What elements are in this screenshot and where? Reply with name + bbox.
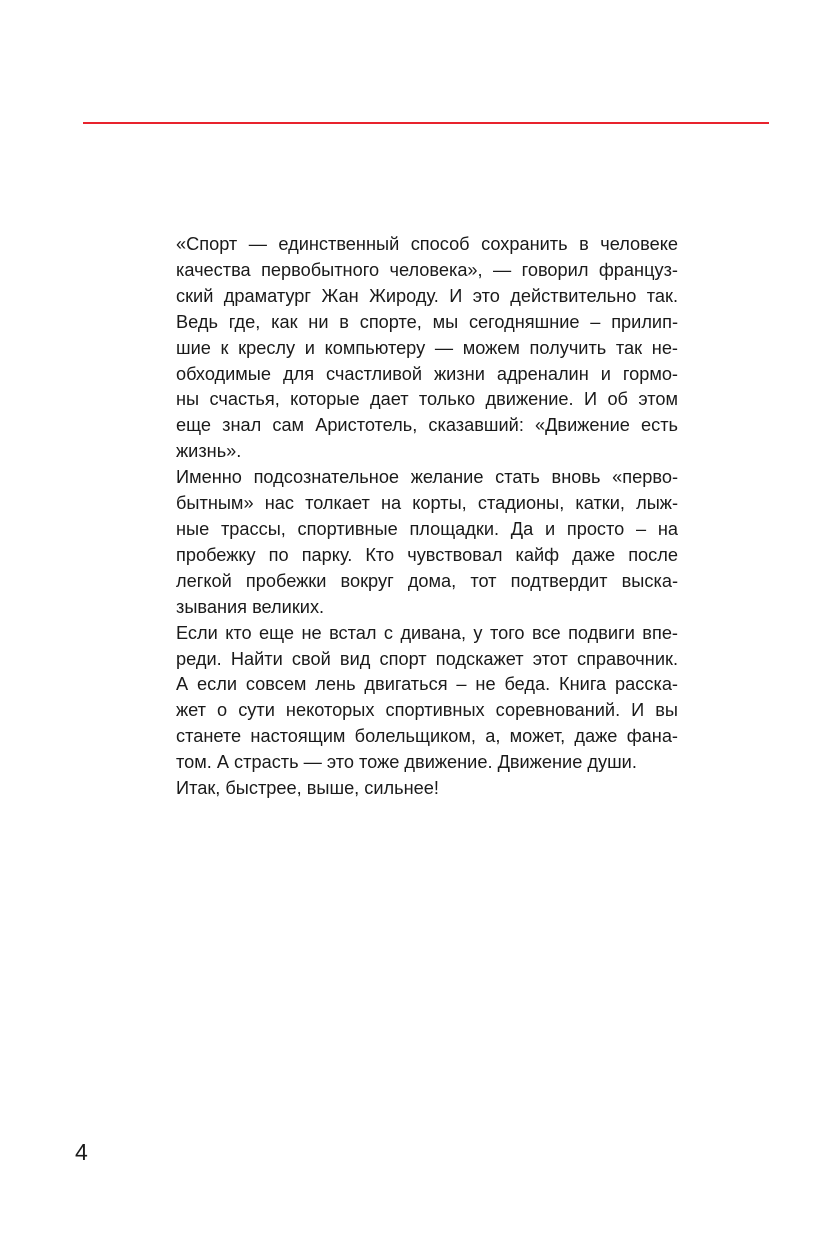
text-line: пробежку по парку. Кто чувствовал кайф даже после (176, 544, 678, 565)
text-line: качества первобытного человека», — говорил француз- (176, 259, 678, 280)
text-line: зывания великих. (176, 596, 325, 617)
text-line: том. А страсть — это тоже движение. Движение души. (176, 752, 637, 773)
text-line: жизнь». (176, 441, 242, 462)
text-line: Итак, быстрее, выше, сильнее! (176, 778, 439, 799)
text-line: шие к креслу и компьютеру — можем получить так не- (176, 337, 678, 358)
page-number: 4 (75, 1139, 88, 1165)
text-line: бытным» нас толкает на корты, стадионы, катки, лыж- (176, 493, 678, 514)
text-line: еще знал сам Аристотель, сказавший: «Движение есть (176, 415, 678, 436)
text-line: ский драматург Жан Жироду. И это действительно так. (176, 285, 678, 306)
text-line: «Спорт — единственный способ сохранить в человеке (176, 234, 678, 254)
text-line: реди. Найти свой вид спорт подскажет этот справочник. (176, 648, 678, 669)
text-line: ные трассы, спортивные площадки. Да и просто – на (176, 518, 678, 539)
paragraph (176, 621, 678, 776)
text-line: ны счастья, которые дает только движение. И об этом (176, 389, 678, 410)
text-line: жет о сути некоторых спортивных соревнований. И вы (176, 700, 678, 721)
text-line: обходимые для счастливой жизни адреналин и гормо- (176, 363, 678, 384)
text-line: А если совсем лень двигаться – не беда. Книга расска- (176, 674, 678, 695)
paragraph (176, 465, 678, 620)
text-line: станете настоящим болельщиком, а, может, даже фана- (176, 726, 678, 747)
paragraph (176, 232, 678, 465)
top-rule (83, 122, 769, 124)
text-line: Именно подсознательное желание стать вновь «перво- (176, 467, 678, 488)
body-text (176, 232, 678, 802)
text-line: легкой пробежки вокруг дома, тот подтвердит выска- (176, 570, 678, 591)
text-line: Если кто еще не встал с дивана, у того все подвиги впе- (176, 622, 678, 643)
paragraph (176, 776, 678, 802)
text-line: Ведь где, как ни в спорте, мы сегодняшние – прилип- (176, 311, 678, 332)
